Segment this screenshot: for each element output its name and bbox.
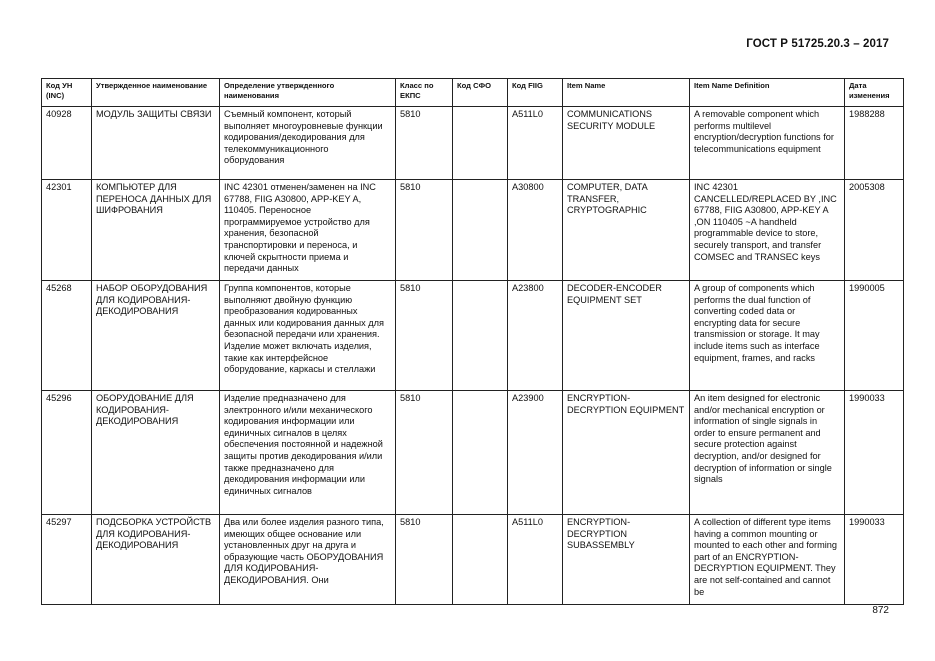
- cell-class: 5810: [396, 281, 453, 391]
- cell-definition-en: [690, 515, 845, 605]
- page-number: 872: [872, 605, 889, 616]
- cell-definition-ru-text: Два или более изделия разного типа, имеющих общее основание или установленных друг на друга и образующие часть ОБОРУДОВАНИЯ ДЛЯ КОДИРОВАНИЯ-ДЕКОДИРОВАНИЯ. Они: [224, 517, 384, 585]
- cell-inc: 40928: [42, 107, 92, 180]
- cell-class: 5810: [396, 515, 453, 605]
- cell-sfo: [453, 281, 508, 391]
- cell-item-name: COMPUTER, DATA TRANSFER, CRYPTOGRAPHIC: [563, 180, 690, 281]
- cell-date: 1988288: [845, 107, 904, 180]
- cell-name-ru: ПОДСБОРКА УСТРОЙСТВ ДЛЯ КОДИРОВАНИЯ-ДЕКОДИРОВАНИЯ: [92, 515, 220, 605]
- cell-inc: 45297: [42, 515, 92, 605]
- col-header-fiig: Код FIIG: [508, 79, 563, 107]
- cell-date: 1990005: [845, 281, 904, 391]
- cell-class: 5810: [396, 107, 453, 180]
- cell-class: 5810: [396, 180, 453, 281]
- cell-item-name: COMMUNICATIONS SECURITY MODULE: [563, 107, 690, 180]
- cell-item-name: DECODER-ENCODER EQUIPMENT SET: [563, 281, 690, 391]
- cell-date: 2005308: [845, 180, 904, 281]
- cell-definition-ru: Съемный компонент, который выполняет многоуровневые функции кодирования/декодирования для телекоммуникационного оборудования: [220, 107, 396, 180]
- cell-date: 1990033: [845, 391, 904, 515]
- table-row: [42, 391, 904, 515]
- cell-item-name: ENCRYPTION-DECRYPTION EQUIPMENT: [563, 391, 690, 515]
- col-header-sfo: Код СФО: [453, 79, 508, 107]
- cell-sfo: [453, 391, 508, 515]
- cell-item-name: ENCRYPTION-DECRYPTION SUBASSEMBLY: [563, 515, 690, 605]
- cell-definition-en: A group of components which performs the dual function of converting coded data or encrypting data for secure transmission or storage. It may include items such as interface equipment, frames, and racks: [690, 281, 845, 391]
- col-header-name-ru: Утвержденное наименование: [92, 79, 220, 107]
- cell-definition-en: A removable component which performs multilevel encryption/decryption functions for telecommunications equipment: [690, 107, 845, 180]
- item-name-table: [41, 78, 904, 605]
- cell-fiig: A23800: [508, 281, 563, 391]
- cell-inc: 45296: [42, 391, 92, 515]
- cell-inc: 45268: [42, 281, 92, 391]
- cell-inc: 42301: [42, 180, 92, 281]
- table-row: [42, 180, 904, 281]
- cell-fiig: A30800: [508, 180, 563, 281]
- col-header-class: Класс по ЕКПС: [396, 79, 453, 107]
- cell-definition-en: An item designed for electronic and/or mechanical encryption or information of single signals in order to ensure permanent and secure protection against decryption, and/or designed for decryption of information or single signals: [690, 391, 845, 515]
- cell-sfo: [453, 180, 508, 281]
- document-code: ГОСТ Р 51725.20.3 – 2017: [746, 38, 889, 50]
- cell-class: 5810: [396, 391, 453, 515]
- cell-sfo: [453, 515, 508, 605]
- cell-name-ru: МОДУЛЬ ЗАЩИТЫ СВЯЗИ: [92, 107, 220, 180]
- col-header-inc: Код УН (INC): [42, 79, 92, 107]
- cell-definition-ru: INC 42301 отменен/заменен на INC 67788, FIIG A30800, APP-KEY A, 110405. Переносное программируемое устройство для хранения, безопасной транспортировки и переноса, и ключей скрытности приема и передачи данных: [220, 180, 396, 281]
- cell-definition-ru: Группа компонентов, которые выполняют двойную функцию преобразования кодированных данных или кодирования данных для безопасной передачи или хранения. Изделие может включать изделия, такие как интерфейсное оборудование, каркасы и стеллажи: [220, 281, 396, 391]
- cell-definition-ru: [220, 515, 396, 605]
- col-header-definition-ru: Определение утвержденного наименования: [220, 79, 396, 107]
- cell-definition-ru: Изделие предназначено для электронного и/или механического кодирования информации или единичных сигналов в целях обеспечения постоянной и надежной защиты против декодирования и/или также предназначено для декодирования информации или единичных сигналов: [220, 391, 396, 515]
- cell-definition-en: INC 42301 CANCELLED/REPLACED BY ,INC 67788, FIIG A30800, APP-KEY A ,ON 110405 ~A handheld programmable device to store, securely transport, and transfer COMSEC and TRANSEC keys: [690, 180, 845, 281]
- col-header-item-name: Item Name: [563, 79, 690, 107]
- cell-name-ru: НАБОР ОБОРУДОВАНИЯ ДЛЯ КОДИРОВАНИЯ-ДЕКОДИРОВАНИЯ: [92, 281, 220, 391]
- cell-sfo: [453, 107, 508, 180]
- cell-name-ru: ОБОРУДОВАНИЕ ДЛЯ КОДИРОВАНИЯ-ДЕКОДИРОВАНИЯ: [92, 391, 220, 515]
- table-row: [42, 107, 904, 180]
- cell-name-ru: КОМПЬЮТЕР ДЛЯ ПЕРЕНОСА ДАННЫХ ДЛЯ ШИФРОВАНИЯ: [92, 180, 220, 281]
- col-header-date: Дата изменения: [845, 79, 904, 107]
- cell-fiig: A511L0: [508, 107, 563, 180]
- table-header-row: [42, 79, 904, 107]
- table-row: [42, 515, 904, 605]
- table-row: [42, 281, 904, 391]
- cell-fiig: A511L0: [508, 515, 563, 605]
- cell-date: 1990033: [845, 515, 904, 605]
- col-header-definition-en: Item Name Definition: [690, 79, 845, 107]
- cell-fiig: A23900: [508, 391, 563, 515]
- cell-definition-en-text: A collection of different type items having a common mounting or mounted to each other and forming part of an ENCRYPTION-DECRYPTION EQUIPMENT. They are not self-contained and cannot be: [694, 517, 838, 597]
